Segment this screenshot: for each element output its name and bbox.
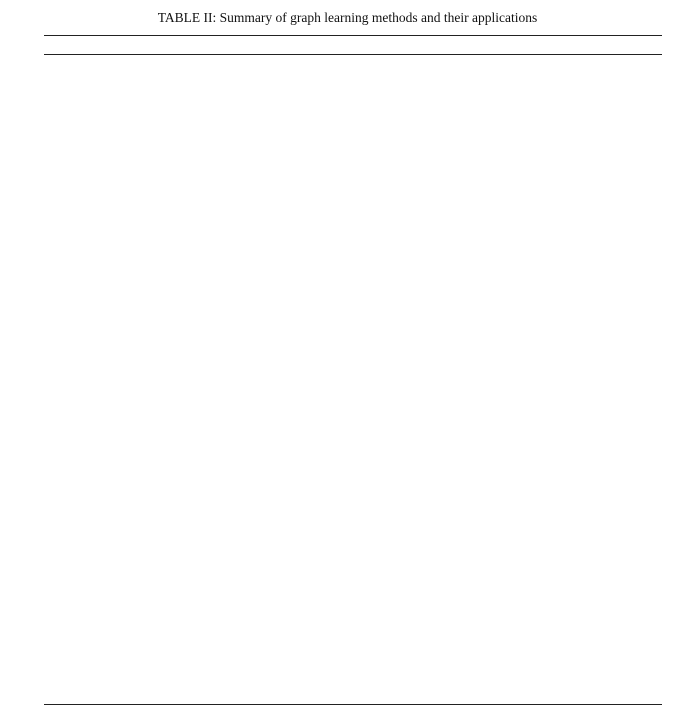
table-caption: TABLE II: Summary of graph learning methods and their applications <box>157 10 538 25</box>
header-rule <box>44 54 662 55</box>
top-rule <box>44 35 662 36</box>
bottom-rule <box>44 704 662 705</box>
